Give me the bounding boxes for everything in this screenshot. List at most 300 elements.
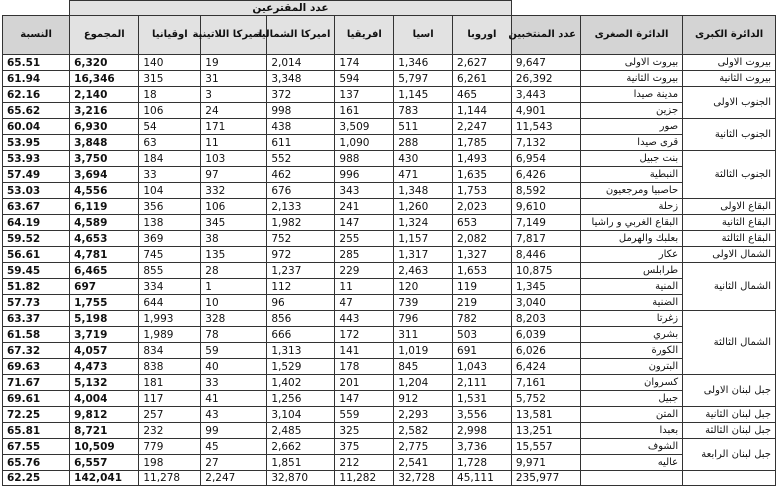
registered-voters-cell: 5,752 bbox=[511, 391, 580, 407]
europe-cell: 1,753 bbox=[453, 183, 512, 199]
asia-cell: 845 bbox=[394, 359, 453, 375]
latin-america-cell: 27 bbox=[201, 455, 267, 471]
oceania-cell: 369 bbox=[139, 231, 201, 247]
north-america-cell: 3,104 bbox=[267, 407, 335, 423]
percentage-cell: 57.49 bbox=[3, 167, 70, 183]
oceania-cell: 140 bbox=[139, 55, 201, 71]
europe-cell: 1,785 bbox=[453, 135, 512, 151]
percentage-cell: 63.37 bbox=[3, 311, 70, 327]
europe-cell: 653 bbox=[453, 215, 512, 231]
europe-cell: 1,635 bbox=[453, 167, 512, 183]
table-row bbox=[3, 247, 776, 263]
total-cell: 4,589 bbox=[70, 215, 139, 231]
africa-cell: 325 bbox=[335, 423, 394, 439]
oceania-cell: 106 bbox=[139, 103, 201, 119]
blank-cell bbox=[511, 1, 775, 16]
major-district-cell: الشمال الاولى bbox=[683, 247, 776, 263]
minor-district-cell: كسروان bbox=[580, 375, 682, 391]
minor-district-cell: بنت جبيل bbox=[580, 151, 682, 167]
latin-america-cell: 3 bbox=[201, 87, 267, 103]
north-america-cell: 372 bbox=[267, 87, 335, 103]
totals-europe-cell: 45,111 bbox=[453, 471, 512, 486]
minor-district-cell: النبطية bbox=[580, 167, 682, 183]
oceania-cell: 834 bbox=[139, 343, 201, 359]
total-cell: 3,719 bbox=[70, 327, 139, 343]
minor-district-cell: المتن bbox=[580, 407, 682, 423]
major-district-cell: الشمال الثانية bbox=[683, 263, 776, 311]
minor-district-cell: عاليه bbox=[580, 455, 682, 471]
totals-latin-america-cell: 2,247 bbox=[201, 471, 267, 486]
north-america-cell: 112 bbox=[267, 279, 335, 295]
percentage-cell: 65.76 bbox=[3, 455, 70, 471]
percentage-cell: 64.19 bbox=[3, 215, 70, 231]
africa-cell: 229 bbox=[335, 263, 394, 279]
latin-america-cell: 31 bbox=[201, 71, 267, 87]
north-america-cell: 1,851 bbox=[267, 455, 335, 471]
oceania-cell: 33 bbox=[139, 167, 201, 183]
minor-district-cell: بيروت الاولى bbox=[580, 55, 682, 71]
north-america-cell: 1,313 bbox=[267, 343, 335, 359]
africa-cell: 988 bbox=[335, 151, 394, 167]
total-cell: 9,812 bbox=[70, 407, 139, 423]
minor-district-cell: زغرتا bbox=[580, 311, 682, 327]
asia-cell: 288 bbox=[394, 135, 453, 151]
latin-america-cell: 97 bbox=[201, 167, 267, 183]
major-district-cell: البقاع الثانية bbox=[683, 215, 776, 231]
north-america-cell: 1,237 bbox=[267, 263, 335, 279]
europe-cell: 2,082 bbox=[453, 231, 512, 247]
percentage-cell: 72.25 bbox=[3, 407, 70, 423]
asia-cell: 1,145 bbox=[394, 87, 453, 103]
oceania-cell: 181 bbox=[139, 375, 201, 391]
col-header-total: المجموع bbox=[70, 16, 139, 55]
total-cell: 6,320 bbox=[70, 55, 139, 71]
oceania-cell: 117 bbox=[139, 391, 201, 407]
africa-cell: 11 bbox=[335, 279, 394, 295]
minor-district-cell: عكار bbox=[580, 247, 682, 263]
registered-voters-cell: 7,149 bbox=[511, 215, 580, 231]
percentage-cell: 59.45 bbox=[3, 263, 70, 279]
percentage-cell: 65.81 bbox=[3, 423, 70, 439]
registered-voters-cell: 7,817 bbox=[511, 231, 580, 247]
table-row bbox=[3, 167, 776, 183]
minor-district-cell: قرى صيدا bbox=[580, 135, 682, 151]
table-row bbox=[3, 311, 776, 327]
table-row bbox=[3, 135, 776, 151]
asia-cell: 1,157 bbox=[394, 231, 453, 247]
major-district-cell: جبل لبنان الاولى bbox=[683, 375, 776, 407]
registered-voters-cell: 6,424 bbox=[511, 359, 580, 375]
north-america-cell: 2,485 bbox=[267, 423, 335, 439]
north-america-cell: 552 bbox=[267, 151, 335, 167]
europe-cell: 1,728 bbox=[453, 455, 512, 471]
totals-oceania-cell: 11,278 bbox=[139, 471, 201, 486]
percentage-cell: 56.61 bbox=[3, 247, 70, 263]
africa-cell: 174 bbox=[335, 55, 394, 71]
table-row bbox=[3, 455, 776, 471]
table-row bbox=[3, 423, 776, 439]
north-america-cell: 998 bbox=[267, 103, 335, 119]
col-header-minor-district: الدائرة الصغرى bbox=[580, 16, 682, 55]
minor-district-cell: جبيل bbox=[580, 391, 682, 407]
major-district-cell: الجنوب الثالثة bbox=[683, 151, 776, 199]
latin-america-cell: 19 bbox=[201, 55, 267, 71]
voters-group-header: عدد المقترعين bbox=[70, 1, 512, 16]
latin-america-cell: 328 bbox=[201, 311, 267, 327]
totals-row bbox=[3, 471, 776, 486]
total-cell: 4,556 bbox=[70, 183, 139, 199]
latin-america-cell: 43 bbox=[201, 407, 267, 423]
europe-cell: 691 bbox=[453, 343, 512, 359]
latin-america-cell: 24 bbox=[201, 103, 267, 119]
total-cell: 1,755 bbox=[70, 295, 139, 311]
asia-cell: 1,317 bbox=[394, 247, 453, 263]
total-cell: 3,216 bbox=[70, 103, 139, 119]
europe-cell: 219 bbox=[453, 295, 512, 311]
asia-cell: 2,463 bbox=[394, 263, 453, 279]
col-header-north-america: اميركا الشمالية bbox=[267, 16, 335, 55]
europe-cell: 3,736 bbox=[453, 439, 512, 455]
minor-district-cell: صور bbox=[580, 119, 682, 135]
table-row bbox=[3, 183, 776, 199]
asia-cell: 1,260 bbox=[394, 199, 453, 215]
table-row bbox=[3, 199, 776, 215]
latin-america-cell: 106 bbox=[201, 199, 267, 215]
europe-cell: 1,653 bbox=[453, 263, 512, 279]
asia-cell: 2,775 bbox=[394, 439, 453, 455]
north-america-cell: 462 bbox=[267, 167, 335, 183]
table-row bbox=[3, 375, 776, 391]
total-cell: 4,004 bbox=[70, 391, 139, 407]
total-cell: 3,750 bbox=[70, 151, 139, 167]
north-america-cell: 438 bbox=[267, 119, 335, 135]
percentage-cell: 51.82 bbox=[3, 279, 70, 295]
africa-cell: 443 bbox=[335, 311, 394, 327]
table-row bbox=[3, 391, 776, 407]
percentage-cell: 69.61 bbox=[3, 391, 70, 407]
major-district-cell: الجنوب الثانية bbox=[683, 119, 776, 151]
total-cell: 10,509 bbox=[70, 439, 139, 455]
latin-america-cell: 10 bbox=[201, 295, 267, 311]
percentage-cell: 60.04 bbox=[3, 119, 70, 135]
asia-cell: 783 bbox=[394, 103, 453, 119]
table-row bbox=[3, 439, 776, 455]
table-row bbox=[3, 263, 776, 279]
africa-cell: 212 bbox=[335, 455, 394, 471]
col-header-major-district: الدائرة الكبرى bbox=[683, 16, 776, 55]
oceania-cell: 138 bbox=[139, 215, 201, 231]
total-cell: 4,057 bbox=[70, 343, 139, 359]
oceania-cell: 334 bbox=[139, 279, 201, 295]
asia-cell: 1,019 bbox=[394, 343, 453, 359]
percentage-cell: 71.67 bbox=[3, 375, 70, 391]
registered-voters-cell: 13,581 bbox=[511, 407, 580, 423]
asia-cell: 311 bbox=[394, 327, 453, 343]
registered-voters-cell: 3,040 bbox=[511, 295, 580, 311]
europe-cell: 1,144 bbox=[453, 103, 512, 119]
table-row bbox=[3, 407, 776, 423]
asia-cell: 1,348 bbox=[394, 183, 453, 199]
north-america-cell: 1,402 bbox=[267, 375, 335, 391]
registered-voters-cell: 13,251 bbox=[511, 423, 580, 439]
latin-america-cell: 171 bbox=[201, 119, 267, 135]
latin-america-cell: 40 bbox=[201, 359, 267, 375]
europe-cell: 503 bbox=[453, 327, 512, 343]
registered-voters-cell: 7,132 bbox=[511, 135, 580, 151]
total-cell: 697 bbox=[70, 279, 139, 295]
totals-registered-voters-cell: 235,977 bbox=[511, 471, 580, 486]
registered-voters-cell: 8,203 bbox=[511, 311, 580, 327]
minor-district-cell: المنية bbox=[580, 279, 682, 295]
minor-district-cell: مدينة صيدا bbox=[580, 87, 682, 103]
registered-voters-cell: 11,543 bbox=[511, 119, 580, 135]
oceania-cell: 104 bbox=[139, 183, 201, 199]
minor-district-cell: زحلة bbox=[580, 199, 682, 215]
oceania-cell: 18 bbox=[139, 87, 201, 103]
col-header-africa: افريقيا bbox=[335, 16, 394, 55]
total-cell: 3,694 bbox=[70, 167, 139, 183]
latin-america-cell: 332 bbox=[201, 183, 267, 199]
north-america-cell: 676 bbox=[267, 183, 335, 199]
africa-cell: 141 bbox=[335, 343, 394, 359]
oceania-cell: 855 bbox=[139, 263, 201, 279]
table-row bbox=[3, 55, 776, 71]
africa-cell: 241 bbox=[335, 199, 394, 215]
percentage-cell: 53.03 bbox=[3, 183, 70, 199]
total-cell: 16,346 bbox=[70, 71, 139, 87]
oceania-cell: 232 bbox=[139, 423, 201, 439]
europe-cell: 782 bbox=[453, 311, 512, 327]
col-header-europe: اوروبا bbox=[453, 16, 512, 55]
percentage-cell: 59.52 bbox=[3, 231, 70, 247]
major-district-cell: الجنوب الاولى bbox=[683, 87, 776, 119]
totals-percentage-cell: 62.25 bbox=[3, 471, 70, 486]
total-cell: 6,930 bbox=[70, 119, 139, 135]
africa-cell: 147 bbox=[335, 391, 394, 407]
latin-america-cell: 99 bbox=[201, 423, 267, 439]
africa-cell: 1,090 bbox=[335, 135, 394, 151]
super-header-row bbox=[3, 1, 776, 16]
col-header-registered-voters: عدد المنتخبين bbox=[511, 16, 580, 55]
latin-america-cell: 345 bbox=[201, 215, 267, 231]
blank-cell bbox=[3, 1, 70, 16]
col-header-oceania: اوقيانيا bbox=[139, 16, 201, 55]
africa-cell: 201 bbox=[335, 375, 394, 391]
total-cell: 4,473 bbox=[70, 359, 139, 375]
table-row bbox=[3, 295, 776, 311]
asia-cell: 5,797 bbox=[394, 71, 453, 87]
totals-asia-cell: 32,728 bbox=[394, 471, 453, 486]
latin-america-cell: 78 bbox=[201, 327, 267, 343]
registered-voters-cell: 6,026 bbox=[511, 343, 580, 359]
latin-america-cell: 59 bbox=[201, 343, 267, 359]
major-district-cell: بيروت الثانية bbox=[683, 71, 776, 87]
europe-cell: 1,531 bbox=[453, 391, 512, 407]
table-body bbox=[3, 55, 776, 486]
major-district-cell: الشمال الثالثة bbox=[683, 311, 776, 375]
europe-cell: 1,327 bbox=[453, 247, 512, 263]
table-row bbox=[3, 87, 776, 103]
minor-district-cell: طرابلس bbox=[580, 263, 682, 279]
major-district-cell: بيروت الاولى bbox=[683, 55, 776, 71]
registered-voters-cell: 3,443 bbox=[511, 87, 580, 103]
north-america-cell: 856 bbox=[267, 311, 335, 327]
europe-cell: 119 bbox=[453, 279, 512, 295]
asia-cell: 2,541 bbox=[394, 455, 453, 471]
latin-america-cell: 135 bbox=[201, 247, 267, 263]
registered-voters-cell: 10,875 bbox=[511, 263, 580, 279]
north-america-cell: 1,256 bbox=[267, 391, 335, 407]
latin-america-cell: 103 bbox=[201, 151, 267, 167]
asia-cell: 2,293 bbox=[394, 407, 453, 423]
minor-district-cell: بيروت الثانية bbox=[580, 71, 682, 87]
africa-cell: 343 bbox=[335, 183, 394, 199]
totals-major-cell bbox=[683, 471, 776, 486]
registered-voters-cell: 1,345 bbox=[511, 279, 580, 295]
total-cell: 6,465 bbox=[70, 263, 139, 279]
minor-district-cell: بعلبك والهرمل bbox=[580, 231, 682, 247]
table-row bbox=[3, 279, 776, 295]
oceania-cell: 198 bbox=[139, 455, 201, 471]
africa-cell: 3,509 bbox=[335, 119, 394, 135]
major-district-cell: جبل لبنان الثانية bbox=[683, 407, 776, 423]
oceania-cell: 184 bbox=[139, 151, 201, 167]
europe-cell: 1,043 bbox=[453, 359, 512, 375]
asia-cell: 511 bbox=[394, 119, 453, 135]
table-row bbox=[3, 343, 776, 359]
table-row bbox=[3, 103, 776, 119]
europe-cell: 1,493 bbox=[453, 151, 512, 167]
north-america-cell: 752 bbox=[267, 231, 335, 247]
africa-cell: 147 bbox=[335, 215, 394, 231]
africa-cell: 137 bbox=[335, 87, 394, 103]
major-district-cell: جبل لبنان الرابعة bbox=[683, 439, 776, 471]
col-header-asia: اسيا bbox=[394, 16, 453, 55]
asia-cell: 120 bbox=[394, 279, 453, 295]
registered-voters-cell: 4,901 bbox=[511, 103, 580, 119]
minor-district-cell: حاصبيا ومرجعيون bbox=[580, 183, 682, 199]
total-cell: 4,653 bbox=[70, 231, 139, 247]
asia-cell: 912 bbox=[394, 391, 453, 407]
col-header-latin-america: اميركا اللاتينية bbox=[201, 16, 267, 55]
registered-voters-cell: 7,161 bbox=[511, 375, 580, 391]
minor-district-cell: جزين bbox=[580, 103, 682, 119]
asia-cell: 1,324 bbox=[394, 215, 453, 231]
registered-voters-cell: 9,647 bbox=[511, 55, 580, 71]
latin-america-cell: 28 bbox=[201, 263, 267, 279]
asia-cell: 1,346 bbox=[394, 55, 453, 71]
latin-america-cell: 38 bbox=[201, 231, 267, 247]
north-america-cell: 972 bbox=[267, 247, 335, 263]
total-cell: 6,119 bbox=[70, 199, 139, 215]
total-cell: 4,781 bbox=[70, 247, 139, 263]
registered-voters-cell: 8,592 bbox=[511, 183, 580, 199]
total-cell: 6,557 bbox=[70, 455, 139, 471]
major-district-cell: البقاع الثالثة bbox=[683, 231, 776, 247]
registered-voters-cell: 8,446 bbox=[511, 247, 580, 263]
north-america-cell: 96 bbox=[267, 295, 335, 311]
minor-district-cell: بشري bbox=[580, 327, 682, 343]
total-cell: 2,140 bbox=[70, 87, 139, 103]
latin-america-cell: 1 bbox=[201, 279, 267, 295]
registered-voters-cell: 6,954 bbox=[511, 151, 580, 167]
oceania-cell: 356 bbox=[139, 199, 201, 215]
europe-cell: 2,627 bbox=[453, 55, 512, 71]
africa-cell: 285 bbox=[335, 247, 394, 263]
total-cell: 3,848 bbox=[70, 135, 139, 151]
north-america-cell: 2,662 bbox=[267, 439, 335, 455]
percentage-cell: 53.93 bbox=[3, 151, 70, 167]
percentage-cell: 67.55 bbox=[3, 439, 70, 455]
asia-cell: 430 bbox=[394, 151, 453, 167]
africa-cell: 594 bbox=[335, 71, 394, 87]
col-header-percentage: النسبة bbox=[3, 16, 70, 55]
asia-cell: 471 bbox=[394, 167, 453, 183]
percentage-cell: 65.51 bbox=[3, 55, 70, 71]
europe-cell: 2,998 bbox=[453, 423, 512, 439]
minor-district-cell: الشوف bbox=[580, 439, 682, 455]
table-row bbox=[3, 231, 776, 247]
percentage-cell: 57.73 bbox=[3, 295, 70, 311]
africa-cell: 178 bbox=[335, 359, 394, 375]
asia-cell: 2,582 bbox=[394, 423, 453, 439]
registered-voters-cell: 6,039 bbox=[511, 327, 580, 343]
north-america-cell: 666 bbox=[267, 327, 335, 343]
percentage-cell: 63.67 bbox=[3, 199, 70, 215]
europe-cell: 6,261 bbox=[453, 71, 512, 87]
africa-cell: 161 bbox=[335, 103, 394, 119]
north-america-cell: 3,348 bbox=[267, 71, 335, 87]
latin-america-cell: 41 bbox=[201, 391, 267, 407]
table-row bbox=[3, 215, 776, 231]
africa-cell: 47 bbox=[335, 295, 394, 311]
minor-district-cell: الكورة bbox=[580, 343, 682, 359]
minor-district-cell: بعبدا bbox=[580, 423, 682, 439]
latin-america-cell: 33 bbox=[201, 375, 267, 391]
minor-district-cell: البترون bbox=[580, 359, 682, 375]
europe-cell: 2,247 bbox=[453, 119, 512, 135]
percentage-cell: 67.32 bbox=[3, 343, 70, 359]
totals-total-cell: 142,041 bbox=[70, 471, 139, 486]
africa-cell: 375 bbox=[335, 439, 394, 455]
oceania-cell: 315 bbox=[139, 71, 201, 87]
minor-district-cell: البقاع الغربي و راشيا bbox=[580, 215, 682, 231]
column-header-row bbox=[3, 16, 776, 55]
oceania-cell: 54 bbox=[139, 119, 201, 135]
oceania-cell: 257 bbox=[139, 407, 201, 423]
registered-voters-cell: 15,557 bbox=[511, 439, 580, 455]
africa-cell: 996 bbox=[335, 167, 394, 183]
oceania-cell: 1,993 bbox=[139, 311, 201, 327]
oceania-cell: 838 bbox=[139, 359, 201, 375]
oceania-cell: 644 bbox=[139, 295, 201, 311]
registered-voters-cell: 6,426 bbox=[511, 167, 580, 183]
table-row bbox=[3, 327, 776, 343]
europe-cell: 465 bbox=[453, 87, 512, 103]
latin-america-cell: 45 bbox=[201, 439, 267, 455]
europe-cell: 3,556 bbox=[453, 407, 512, 423]
registered-voters-cell: 9,610 bbox=[511, 199, 580, 215]
north-america-cell: 611 bbox=[267, 135, 335, 151]
oceania-cell: 1,989 bbox=[139, 327, 201, 343]
table-row bbox=[3, 151, 776, 167]
oceania-cell: 779 bbox=[139, 439, 201, 455]
total-cell: 5,132 bbox=[70, 375, 139, 391]
totals-africa-cell: 11,282 bbox=[335, 471, 394, 486]
registered-voters-cell: 9,971 bbox=[511, 455, 580, 471]
europe-cell: 2,111 bbox=[453, 375, 512, 391]
africa-cell: 255 bbox=[335, 231, 394, 247]
